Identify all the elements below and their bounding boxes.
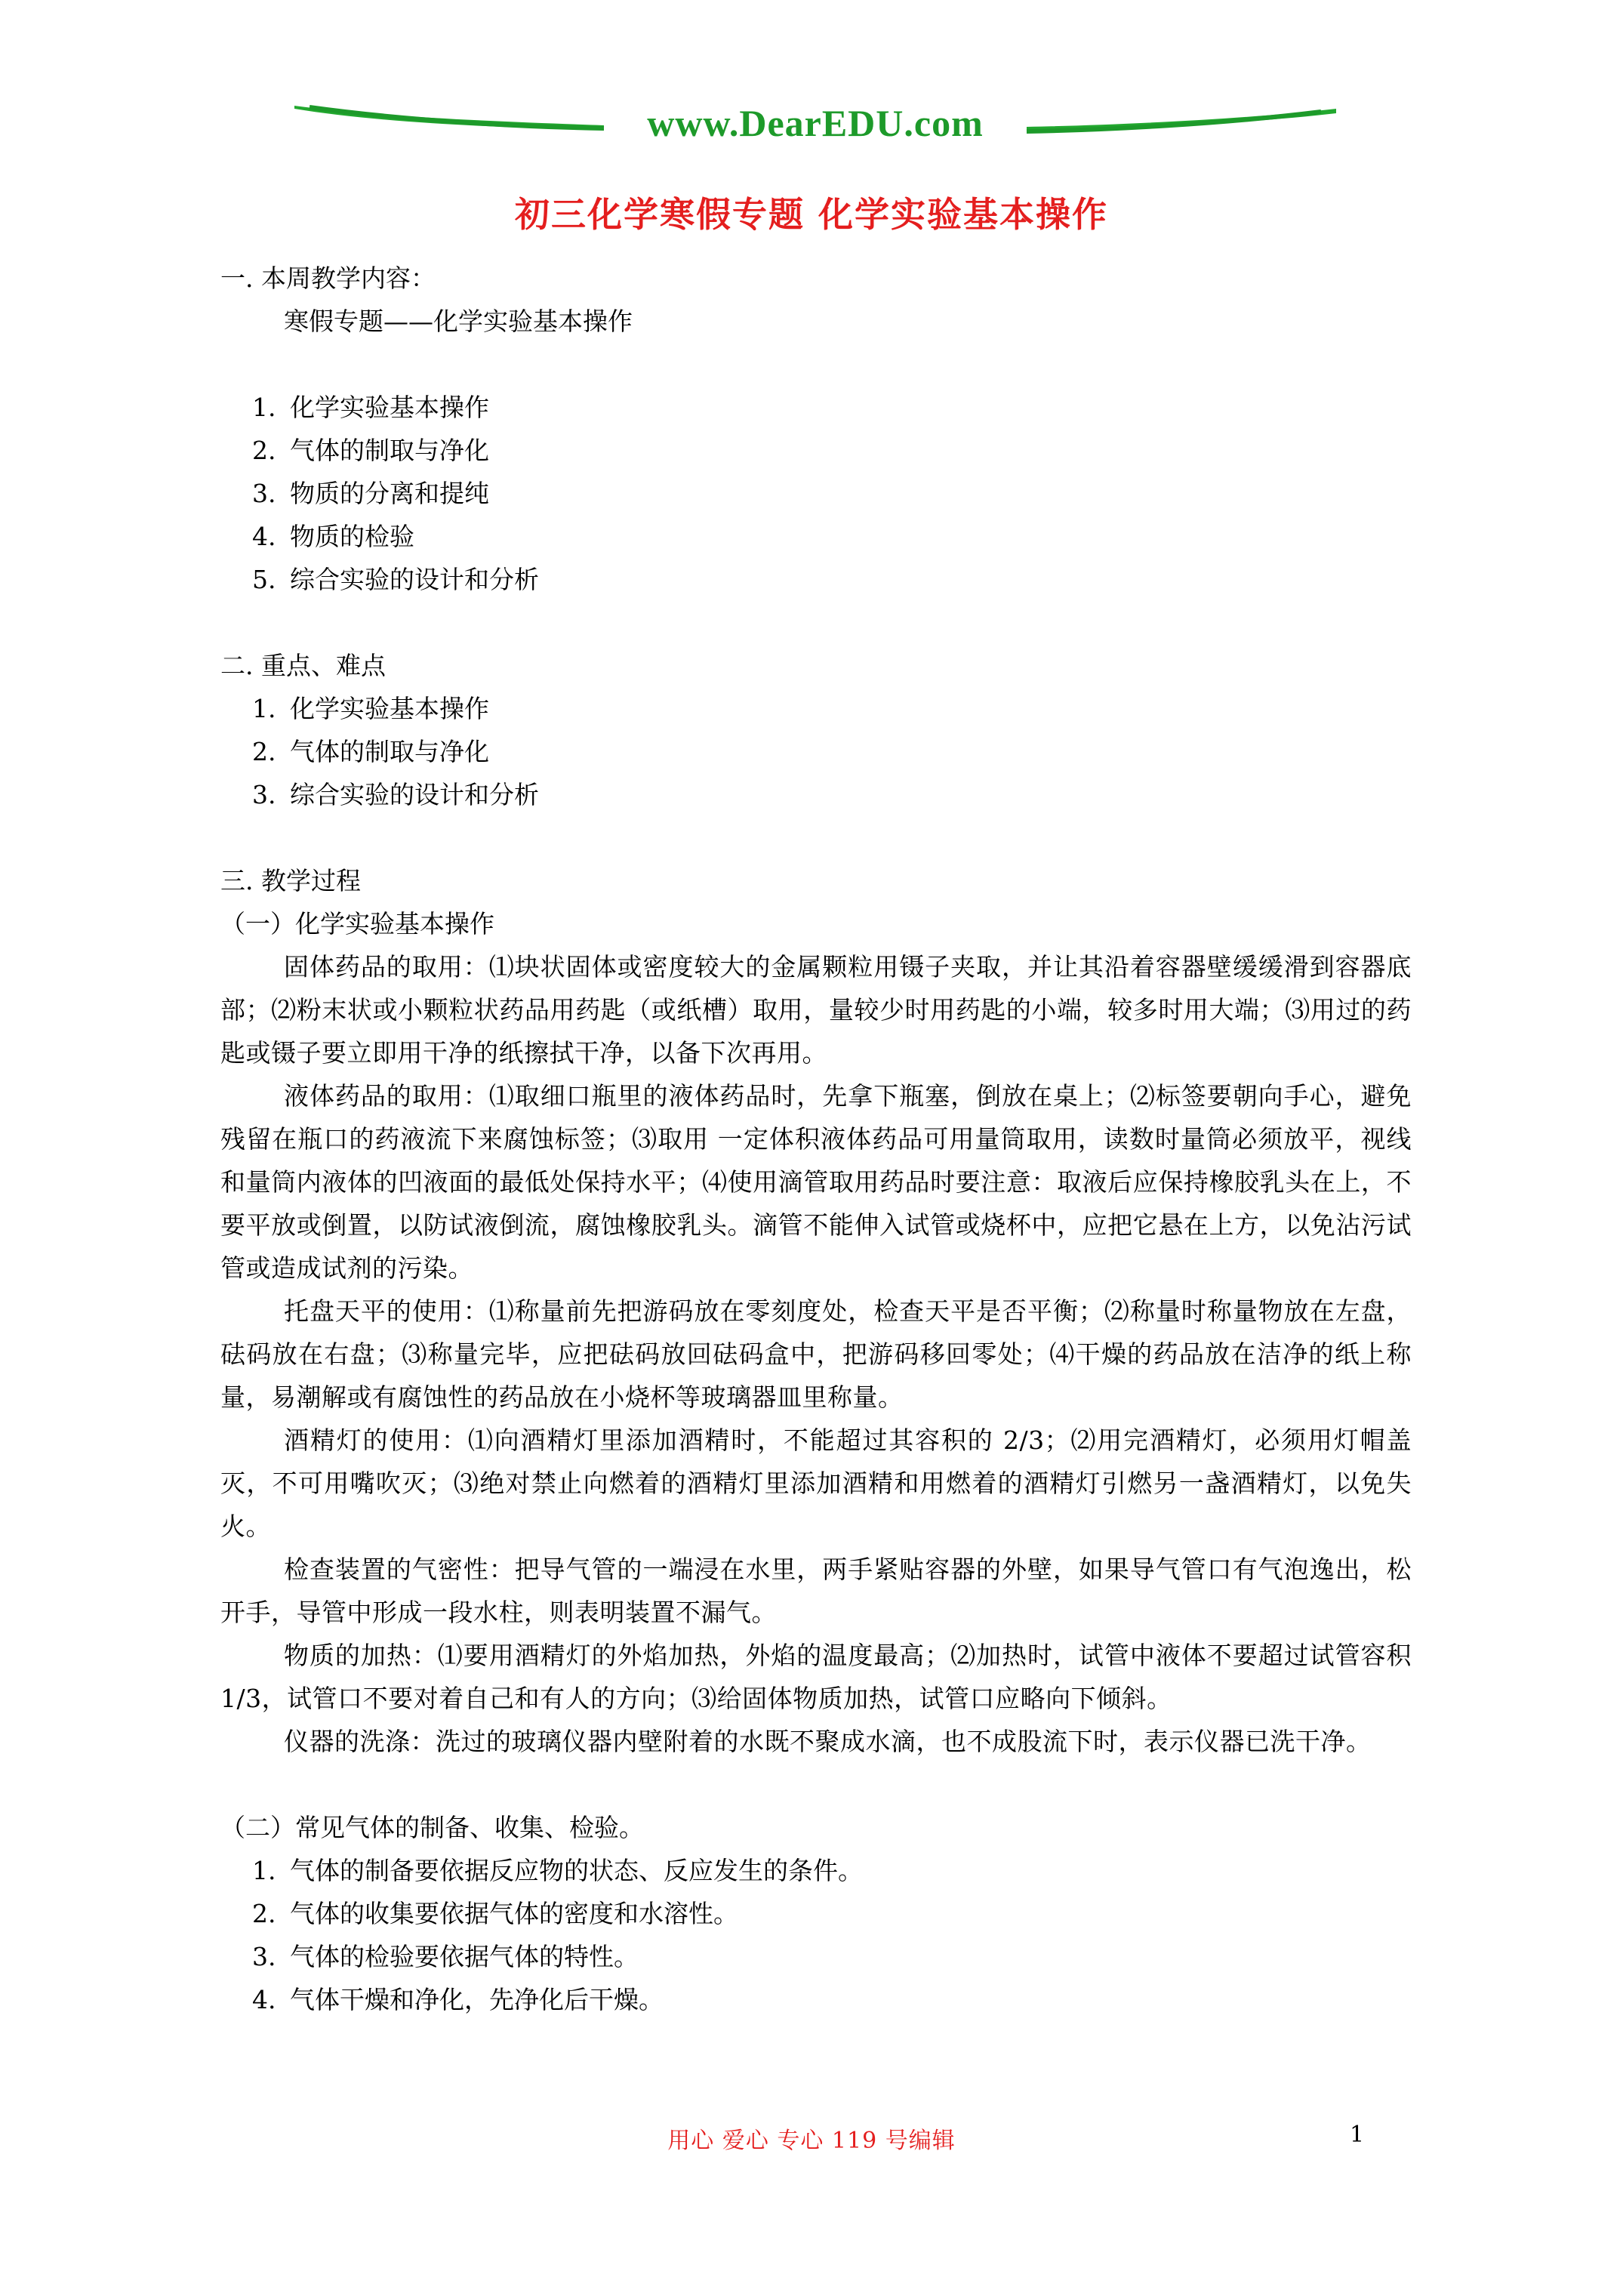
list-item: 1. 化学实验基本操作: [252, 694, 489, 723]
list-item: 2. 气体的制取与净化: [252, 436, 489, 465]
paragraph: 仪器的洗涤：洗过的玻璃仪器内壁附着的水既不聚成水滴，也不成股流下时，表示仪器已洗干净。: [284, 1727, 1372, 1756]
paragraph: 托盘天平的使用：⑴称量前先把游码放在零刻度处，检查天平是否平衡；⑵称量时称量物放在左盘，砝码放在右盘；⑶称量完毕，应把砝码放回砝码盒中，把游码移回零处；⑷干燥的药品放在洁净的纸上称量，易潮解或有腐蚀性的药品放在小烧杯等玻璃器皿里称量。: [220, 1296, 1412, 1412]
section-subtitle: 寒假专题——化学实验基本操作: [284, 307, 633, 336]
footer-text: 用心 爱心 专心 119 号编辑: [667, 2128, 956, 2154]
document-body: [220, 257, 1412, 2021]
subsection-heading-1: （一）化学实验基本操作: [220, 909, 494, 938]
paragraph: 液体药品的取用：⑴取细口瓶里的液体药品时，先拿下瓶塞，倒放在桌上；⑵标签要朝向手心，避免残留在瓶口的药液流下来腐蚀标签；⑶取用 一定体积液体药品可用量筒取用，读数时量筒必须放平，视线和量筒内液体的凹液面的最低处保持水平；⑷使用滴管取用药品时要注意：取液后应保持橡胶乳头在上，不要平放或倒置，以防试液倒流，腐蚀橡胶乳头。滴管不能伸入试管或烧杯中，应把它悬在上方，以免沾污试管或造成试剂的污染。: [220, 1081, 1412, 1283]
section-heading-1: 一. 本周教学内容：: [220, 264, 436, 293]
list-item: 3. 气体的检验要依据气体的特性。: [252, 1942, 639, 1971]
list-item: 2. 气体的收集要依据气体的密度和水溶性。: [252, 1899, 738, 1928]
list-item: 1. 气体的制备要依据反应物的状态、反应发生的条件。: [252, 1856, 863, 1885]
page-number: 1: [1350, 2122, 1365, 2148]
page-title: 初三化学寒假专题 化学实验基本操作: [514, 194, 1108, 235]
section-heading-2: 二. 重点、难点: [220, 651, 386, 680]
list-item: 5. 综合实验的设计和分析: [252, 565, 539, 594]
paragraph: 酒精灯的使用：⑴向酒精灯里添加酒精时，不能超过其容积的 2/3；⑵用完酒精灯，必须用灯帽盖灭，不可用嘴吹灭；⑶绝对禁止向燃着的酒精灯里添加酒精和用燃着的酒精灯引燃另一盏酒精灯，以免失火。: [220, 1425, 1412, 1541]
logo-text: www.DearEDU.com: [647, 102, 984, 144]
list-item: 4. 气体干燥和净化，先净化后干燥。: [252, 1985, 664, 2014]
section-heading-3: 三. 教学过程: [220, 866, 361, 895]
list-item: 2. 气体的制取与净化: [252, 737, 489, 766]
paragraph: 检查装置的气密性：把导气管的一端浸在水里，两手紧贴容器的外壁，如果导气管口有气泡逸出，松开手，导管中形成一段水柱，则表明装置不漏气。: [220, 1555, 1412, 1627]
paragraph: 物质的加热：⑴要用酒精灯的外焰加热，外焰的温度最高；⑵加热时，试管中液体不要超过试管容积 1/3，试管口不要对着自己和有人的方向；⑶给固体物质加热，试管口应略向下倾斜。: [220, 1641, 1412, 1713]
list-item: 3. 物质的分离和提纯: [252, 479, 489, 508]
list-item: 1. 化学实验基本操作: [252, 393, 489, 422]
list-item: 4. 物质的检验: [252, 522, 414, 551]
paragraph: 固体药品的取用：⑴块状固体或密度较大的金属颗粒用镊子夹取，并让其沿着容器壁缓缓滑到容器底部；⑵粉末状或小颗粒状药品用药匙（或纸槽）取用，量较少时用药匙的小端，较多时用大端；⑶用过的药匙或镊子要立即用干净的纸擦拭干净，以备下次再用。: [220, 952, 1412, 1068]
list-item: 3. 综合实验的设计和分析: [252, 780, 539, 809]
subsection-heading-2: （二）常见气体的制备、收集、检验。: [220, 1813, 644, 1842]
site-logo: [294, 97, 1336, 157]
